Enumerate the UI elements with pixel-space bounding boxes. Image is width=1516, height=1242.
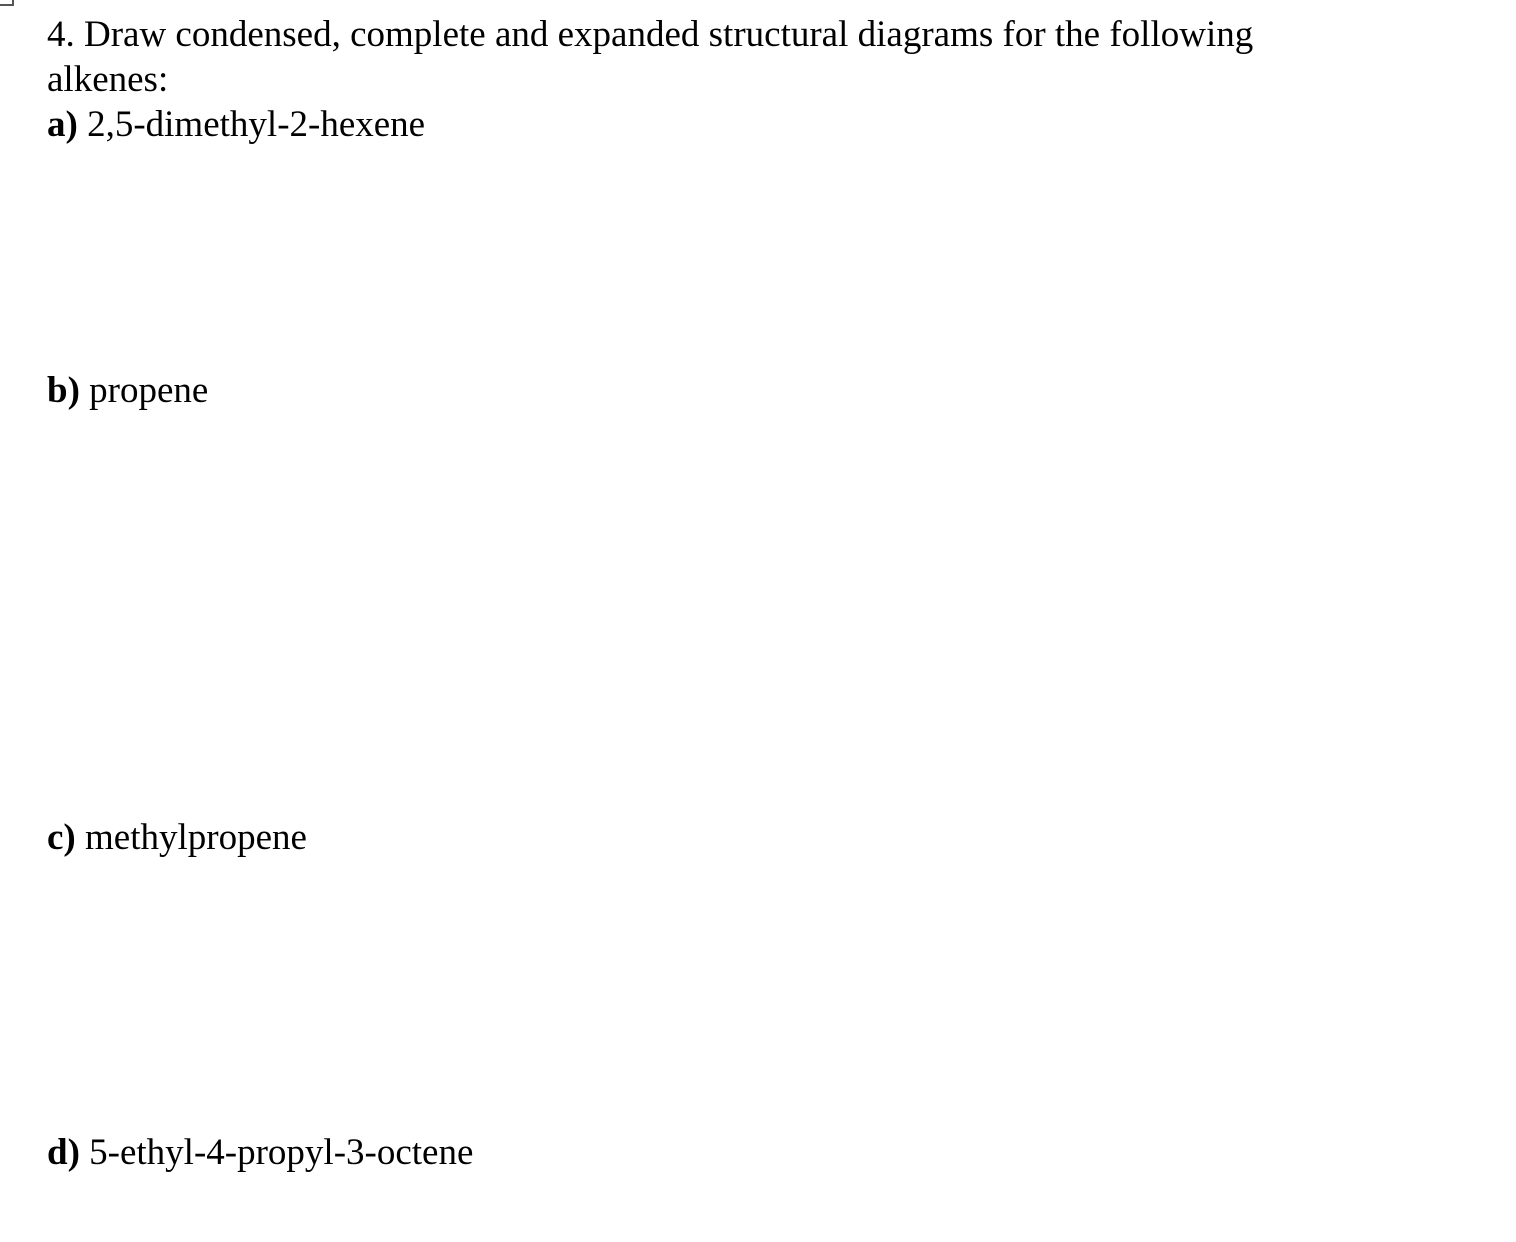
question-text: 4. Draw condensed, complete and expanded structural diagrams for the following alkenes:: [47, 14, 1254, 100]
item-label: propene: [89, 370, 209, 411]
list-item: [47, 815, 307, 860]
item-label: methylpropene: [85, 817, 307, 858]
list-item: [47, 368, 208, 413]
list-item: [47, 102, 425, 147]
item-marker: b): [47, 370, 80, 411]
item-label: 5-ethyl-4-propyl-3-octene: [89, 1132, 474, 1173]
page-corner-mark: [0, 0, 14, 6]
item-marker: c): [47, 817, 76, 858]
item-marker: d): [47, 1132, 80, 1173]
item-label: 2,5-dimethyl-2-hexene: [87, 104, 426, 145]
item-marker: a): [47, 104, 78, 145]
list-item: [47, 1130, 473, 1175]
